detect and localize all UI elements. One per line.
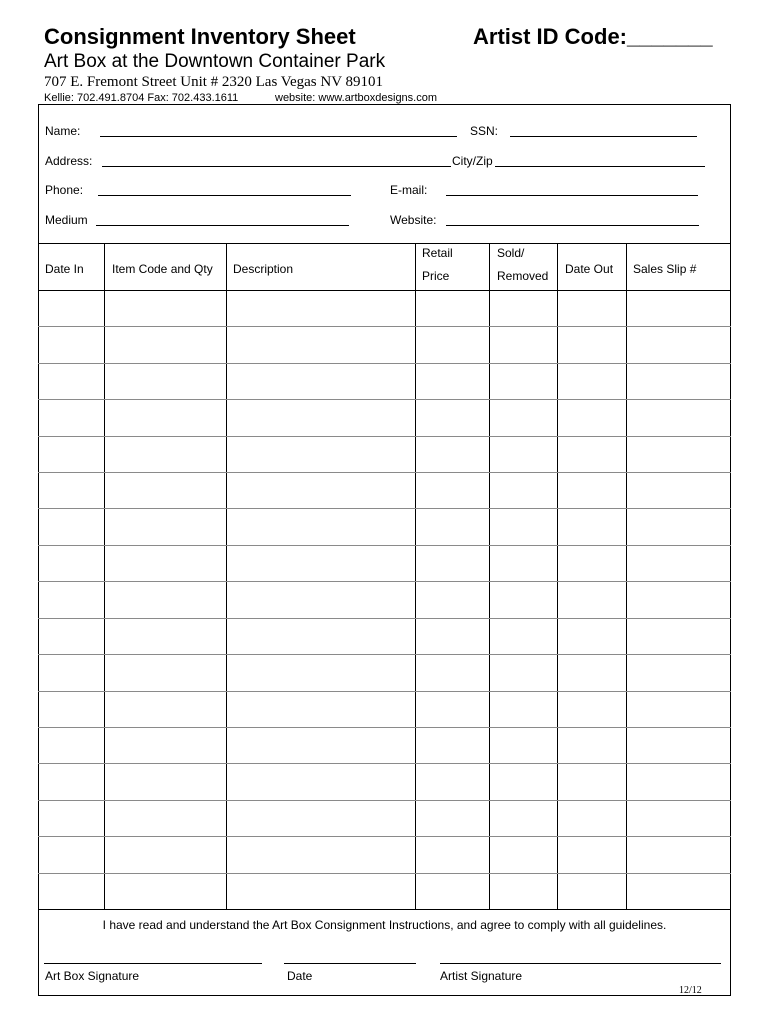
agreement-statement: I have read and understand the Art Box Consignment Instructions, and agree to comply with all guidelines.: [102, 918, 667, 932]
table-row-line: [38, 363, 731, 364]
table-row-line: [38, 472, 731, 473]
table-row-line: [38, 436, 731, 437]
table-row-line: [38, 654, 731, 655]
location-subtitle: Art Box at the Downtown Container Park: [44, 51, 386, 72]
contact-numbers: Kellie: 702.491.8704 Fax: 702.433.1611: [44, 92, 239, 104]
table-row-line: [38, 399, 731, 400]
website-label: Website:: [390, 213, 437, 227]
artist-signature-line[interactable]: [440, 963, 721, 964]
column-header-sales-slip: Sales Slip #: [633, 262, 697, 276]
column-header-item-code: Item Code and Qty: [112, 262, 213, 276]
revision-code: 12/12: [679, 985, 702, 996]
city-zip-label: City/Zip: [452, 154, 493, 168]
city-zip-field[interactable]: [495, 166, 705, 167]
column-divider: [104, 243, 105, 910]
website-text: website: www.artboxdesigns.com: [275, 92, 438, 104]
phone-label: Phone:: [45, 183, 84, 197]
column-header-removed: Removed: [497, 269, 549, 283]
column-header-sold: Sold/: [497, 246, 525, 260]
address-label: Address:: [45, 154, 93, 168]
column-header-date-in: Date In: [45, 262, 84, 276]
ssn-field[interactable]: [510, 136, 697, 137]
name-label: Name:: [45, 124, 81, 138]
table-top-border: [38, 243, 731, 244]
table-bottom-border: [38, 909, 731, 910]
column-divider: [557, 243, 558, 910]
table-row-line: [38, 618, 731, 619]
table-row-line: [38, 727, 731, 728]
medium-field[interactable]: [96, 225, 349, 226]
table-row-line: [38, 581, 731, 582]
ssn-label: SSN:: [470, 124, 499, 138]
email-label: E-mail:: [390, 183, 428, 197]
column-divider: [626, 243, 627, 910]
website-field[interactable]: [446, 225, 699, 226]
phone-field[interactable]: [98, 195, 351, 196]
table-row-line: [38, 836, 731, 837]
art-box-signature-label: Art Box Signature: [45, 969, 140, 983]
artist-signature-label: Artist Signature: [440, 969, 523, 983]
date-line[interactable]: [284, 963, 416, 964]
table-row-line: [38, 691, 731, 692]
street-address: 707 E. Fremont Street Unit # 2320 Las Vegas NV 89101: [44, 74, 384, 90]
art-box-signature-line[interactable]: [44, 963, 262, 964]
table-row-line: [38, 763, 731, 764]
table-row-line: [38, 508, 731, 509]
column-header-description: Description: [233, 262, 294, 276]
address-field[interactable]: [102, 166, 451, 167]
column-divider: [415, 243, 416, 910]
artist-id-code-label: Artist ID Code:_______: [473, 24, 713, 49]
form-frame: [38, 104, 731, 996]
column-divider: [489, 243, 490, 910]
table-row-line: [38, 873, 731, 874]
table-row-line: [38, 800, 731, 801]
date-label: Date: [287, 969, 313, 983]
form-title: Consignment Inventory Sheet: [44, 24, 356, 49]
column-header-price: Price: [422, 269, 450, 283]
column-header-date-out: Date Out: [565, 262, 614, 276]
medium-label: Medium: [45, 213, 88, 227]
table-row-line: [38, 545, 731, 546]
table-row-line: [38, 326, 731, 327]
table-header-bottom-border: [38, 290, 731, 291]
column-divider: [226, 243, 227, 910]
name-field[interactable]: [100, 136, 457, 137]
column-header-retail: Retail: [422, 246, 453, 260]
email-field[interactable]: [446, 195, 698, 196]
